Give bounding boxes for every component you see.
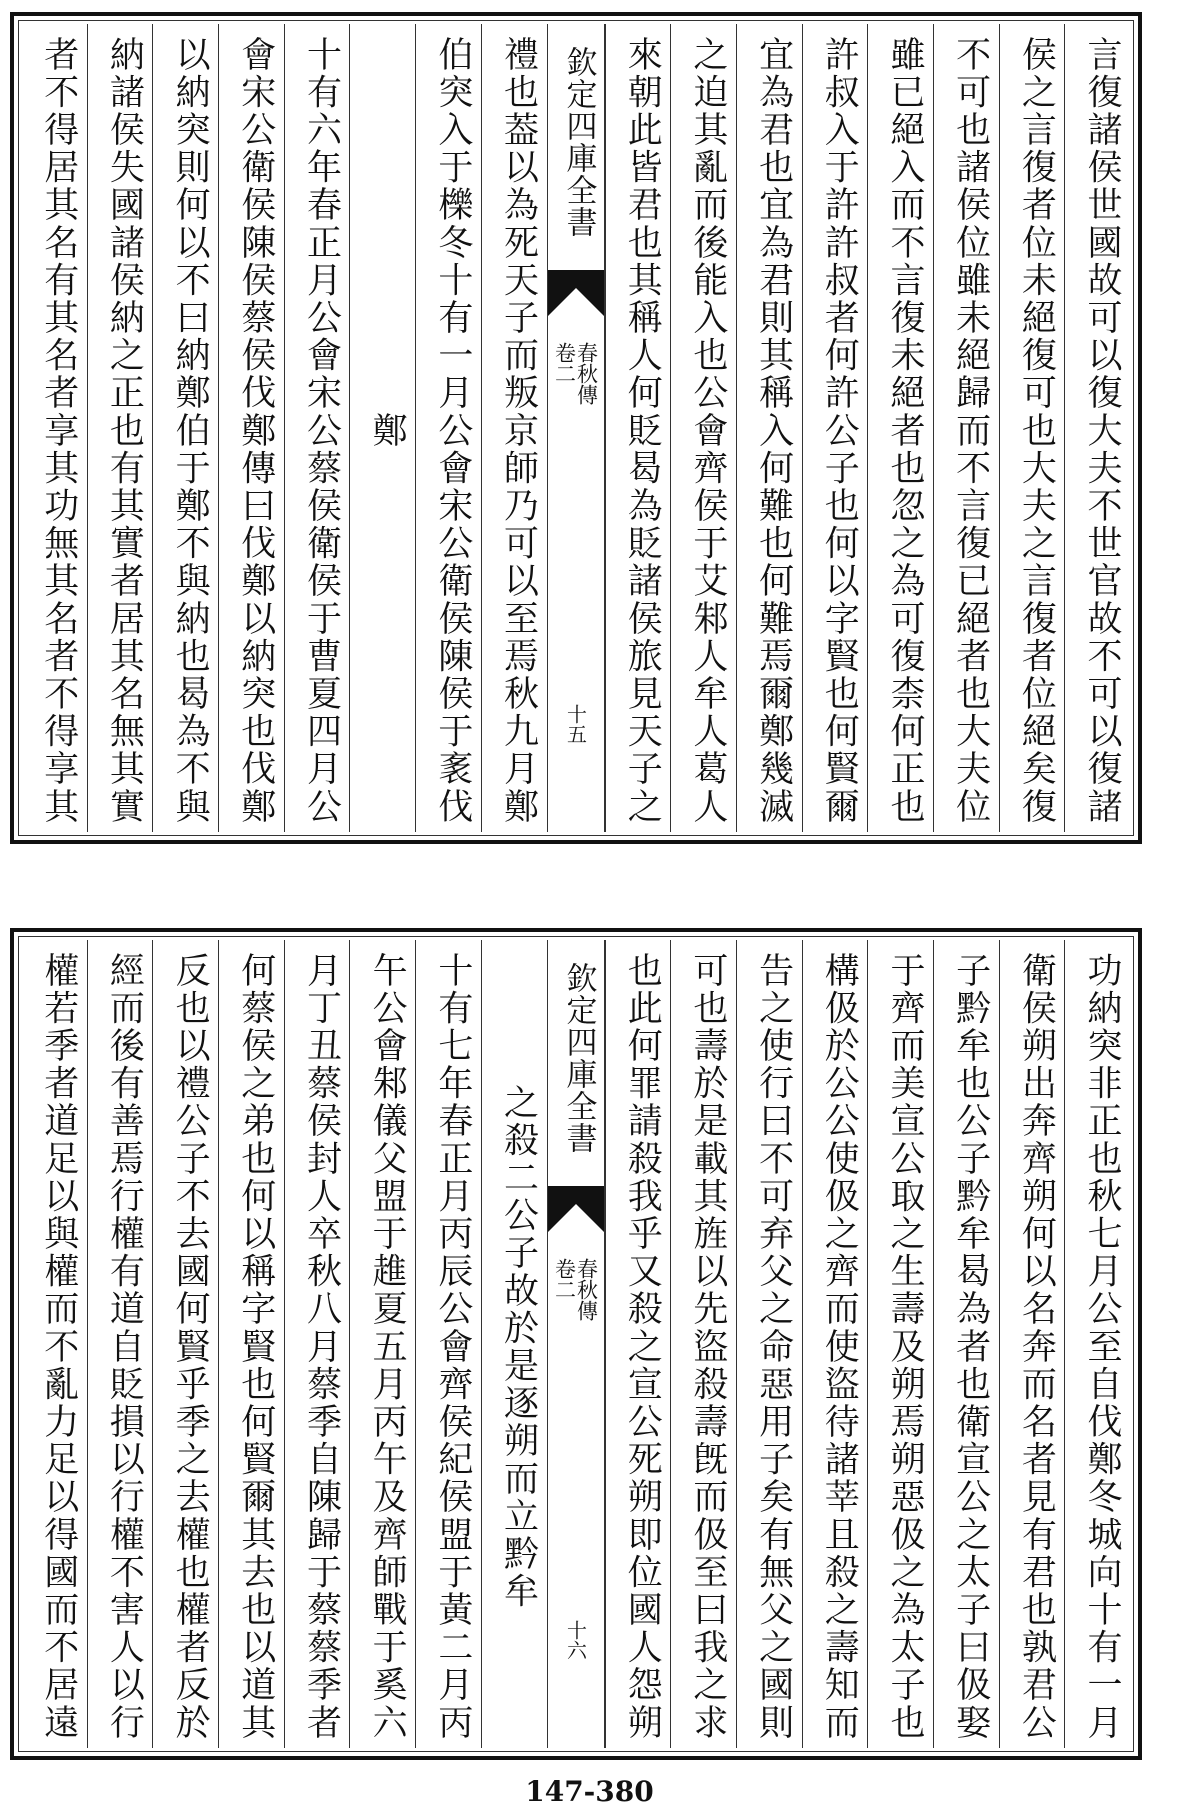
text-column: 于齊而美宣公取之生壽及朔焉朔惡伋之為太子也 [867, 940, 933, 1748]
text-column: 也此何罪請殺我乎又殺之宣公死朔即位國人怨朔 [605, 940, 671, 1748]
volume-label: 卷二 [552, 342, 577, 384]
text-column: 構伋於公公使伋之齊而使盜待諸莘且殺之壽知而 [802, 940, 868, 1748]
text-column: 者不得居其名有其名者享其功無其名者不得享其 [38, 36, 79, 826]
text-column: 鄭 [349, 24, 415, 832]
text-column: 許叔入于許許叔者何許公子也何以字賢也何賢爾 [802, 24, 868, 832]
text-column: 衛侯朔出奔齊朔何以名奔而名者見有君也孰君公 [999, 940, 1065, 1748]
text-column: 功納突非正也秋七月公至自伐鄭冬城向十有一月 [1064, 940, 1130, 1748]
collection-title: 欽定四庫全書 [560, 962, 597, 1154]
text-column: 不可也諸侯位雖未絕歸而不言復已絕者也大夫位 [933, 24, 999, 832]
text-column: 經而後有善焉行權有道自貶損以行權不害人以行 [87, 940, 153, 1748]
text-column: 以納突則何以不曰納鄭伯于鄭不與納也曷為不與 [152, 24, 218, 832]
text-column: 之迫其亂而後能入也公會齊侯于艾邾人牟人葛人 [670, 24, 736, 832]
text-column: 子黔牟也公子黔牟曷為者也衛宣公之太子曰伋娶 [933, 940, 999, 1748]
text-column: 十有六年春正月公會宋公蔡侯衛侯于曹夏四月公 [284, 24, 350, 832]
book-volume-label [554, 342, 598, 405]
text-column: 之殺二公子故於是逐朔而立黔牟 [481, 940, 547, 1748]
text-column: 禮也葢以為死天子而叛京師乃可以至焉秋九月鄭 [481, 24, 547, 832]
center-fold-gutter [547, 24, 605, 832]
text-column: 雖已絕入而不言復未絕者也忽之為可復柰何正也 [867, 24, 933, 832]
text-column: 宜為君也宜為君則其稱入何難也何難焉爾鄭幾滅 [736, 24, 802, 832]
text-column: 十有七年春正月丙辰公會齊侯紀侯盟于黃二月丙 [415, 940, 481, 1748]
text-column: 權若季者道足以與權而不亂力足以得國而不居遠 [38, 952, 79, 1742]
text-column: 言復諸侯世國故可以復大夫不世官故不可以復諸 [1064, 24, 1130, 832]
book-volume-label [554, 1258, 598, 1321]
folio-number: 十六 [563, 1620, 588, 1660]
text-column: 午公會邾儀父盟于趡夏五月丙午及齊師戰于奚六 [349, 940, 415, 1748]
text-column: 月丁丑蔡侯封人卒秋八月蔡季自陳歸于蔡蔡季者 [284, 940, 350, 1748]
text-column: 何蔡侯之弟也何以稱字賢也何賢爾其去也以道其 [218, 940, 284, 1748]
text-column: 納諸侯失國諸侯納之正也有其實者居其名無其實 [87, 24, 153, 832]
text-column: 反也以禮公子不去國何賢乎季之去權也權者反於 [152, 940, 218, 1748]
book-title: 春秋傳 [574, 1258, 599, 1321]
fish-tail-mark-icon [548, 270, 604, 316]
folio-number: 十五 [563, 704, 588, 744]
lower-page-panel [10, 928, 1142, 1760]
page-number: 147-380 [525, 1775, 654, 1808]
center-fold-gutter [547, 940, 605, 1748]
volume-label: 卷二 [552, 1258, 577, 1300]
book-title: 春秋傳 [574, 342, 599, 405]
text-column: 來朝此皆君也其稱人何貶曷為貶諸侯旅見天子之 [605, 24, 671, 832]
text-column: 告之使行曰不可弃父之命惡用子矣有無父之國則 [736, 940, 802, 1748]
text-column: 可也壽於是載其旌以先盜殺壽旣而伋至曰我之求 [670, 940, 736, 1748]
lower-page-columns [22, 940, 1130, 1748]
fish-tail-mark-icon [548, 1186, 604, 1232]
text-column: 伯突入于櫟冬十有一月公會宋公衛侯陳侯于袲伐 [415, 24, 481, 832]
upper-page-panel [10, 12, 1142, 844]
upper-page-columns [22, 24, 1130, 832]
text-column: 侯之言復者位未絕復可也大夫之言復者位絕矣復 [999, 24, 1065, 832]
collection-title: 欽定四庫全書 [560, 46, 597, 238]
text-column: 會宋公衛侯陳侯蔡侯伐鄭傳曰伐鄭以納突也伐鄭 [218, 24, 284, 832]
